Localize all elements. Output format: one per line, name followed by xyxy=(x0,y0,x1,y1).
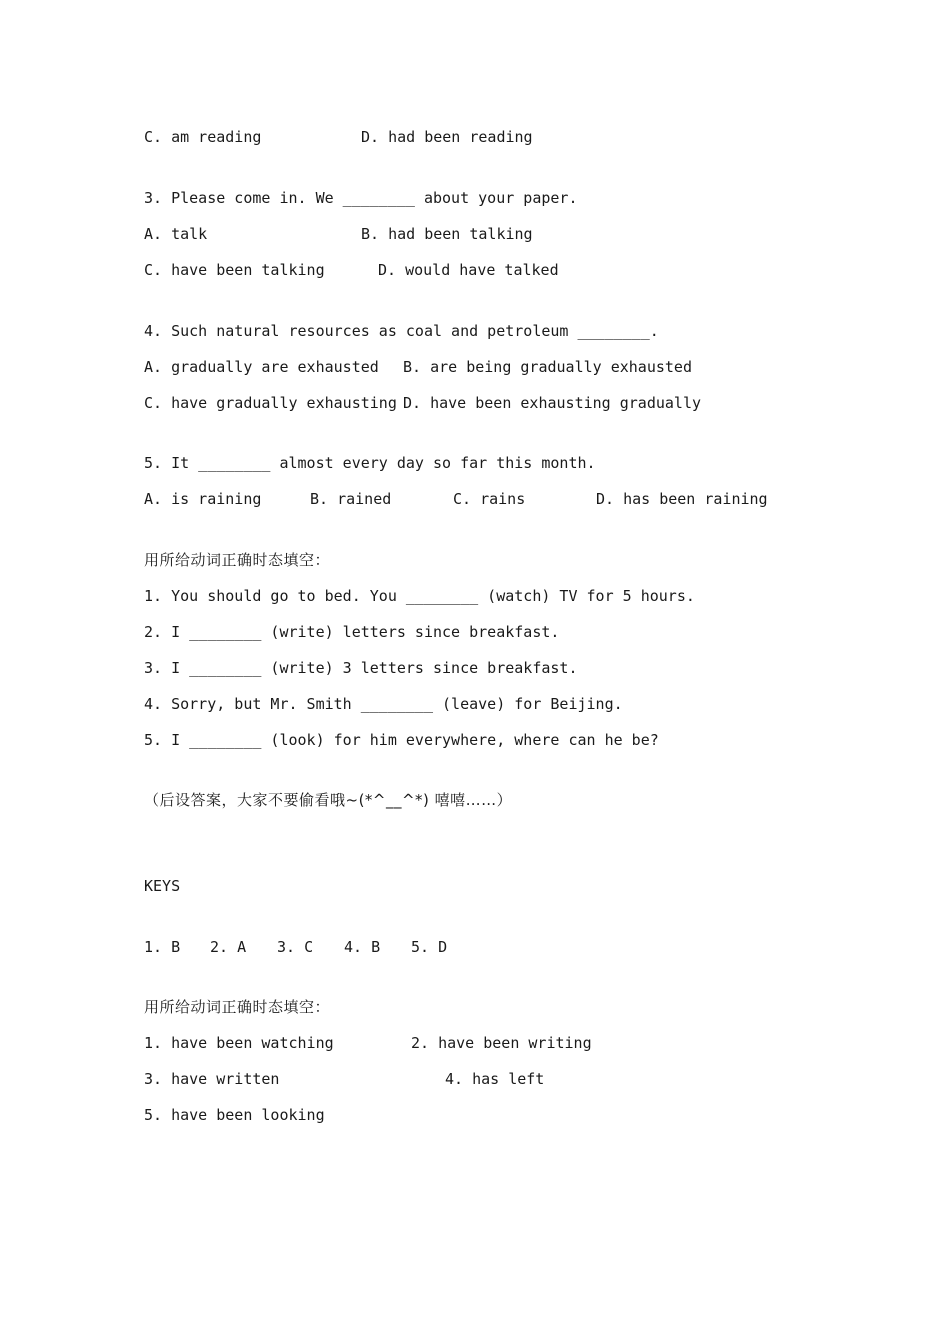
q2-option-d: D. had been reading xyxy=(361,128,533,146)
key-answer-1: 1. have been watching xyxy=(144,1034,334,1052)
fill-blank-item-1: 1. You should go to bed. You ________ (watch) TV for 5 hours. xyxy=(144,587,695,605)
fill-blank-item-5: 5. I ________ (look) for him everywhere, where can he be? xyxy=(144,731,659,749)
q3-option-d: D. would have talked xyxy=(378,261,559,279)
q5-option-a: A. is raining xyxy=(144,490,262,508)
q4-option-c: C. have gradually exhausting xyxy=(144,394,397,412)
key-answer-2: 2. have been writing xyxy=(411,1034,592,1052)
q3-option-c: C. have been talking xyxy=(144,261,325,279)
key-mc-1: 1. B xyxy=(144,938,181,956)
keys-fill-heading: 用所给动词正确时态填空： xyxy=(144,998,331,1016)
key-mc-4: 4. B xyxy=(344,938,381,956)
q4-option-a: A. gradually are exhausted xyxy=(144,358,379,376)
q4-option-d: D. have been exhausting gradually xyxy=(403,394,702,412)
fill-blank-item-4: 4. Sorry, but Mr. Smith ________ (leave) for Beijing. xyxy=(144,695,623,713)
q3-option-b: B. had been talking xyxy=(361,225,533,243)
q2-option-c: C. am reading xyxy=(144,128,262,146)
fill-blank-heading: 用所给动词正确时态填空： xyxy=(144,551,331,569)
key-mc-5: 5. D xyxy=(411,938,448,956)
key-answer-5: 5. have been looking xyxy=(144,1106,325,1124)
q3-stem: 3. Please come in. We ________ about your paper. xyxy=(144,189,578,207)
key-answer-4: 4. has left xyxy=(445,1070,545,1088)
q4-stem: 4. Such natural resources as coal and petroleum ________. xyxy=(144,322,659,340)
q3-option-a: A. talk xyxy=(144,225,208,243)
q5-stem: 5. It ________ almost every day so far this month. xyxy=(144,454,596,472)
key-answer-3: 3. have written xyxy=(144,1070,280,1088)
q5-option-b: B. rained xyxy=(310,490,392,508)
keys-title: KEYS xyxy=(144,877,181,895)
fill-blank-item-3: 3. I ________ (write) 3 letters since breakfast. xyxy=(144,659,578,677)
q5-option-d: D. has been raining xyxy=(596,490,768,508)
q4-option-b: B. are being gradually exhausted xyxy=(403,358,692,376)
answer-note: （后设答案，大家不要偷看哦~(*^__^*) 嘻嘻……） xyxy=(144,791,513,809)
key-mc-3: 3. C xyxy=(277,938,314,956)
fill-blank-item-2: 2. I ________ (write) letters since breakfast. xyxy=(144,623,560,641)
q5-option-c: C. rains xyxy=(453,490,526,508)
key-mc-2: 2. A xyxy=(210,938,247,956)
